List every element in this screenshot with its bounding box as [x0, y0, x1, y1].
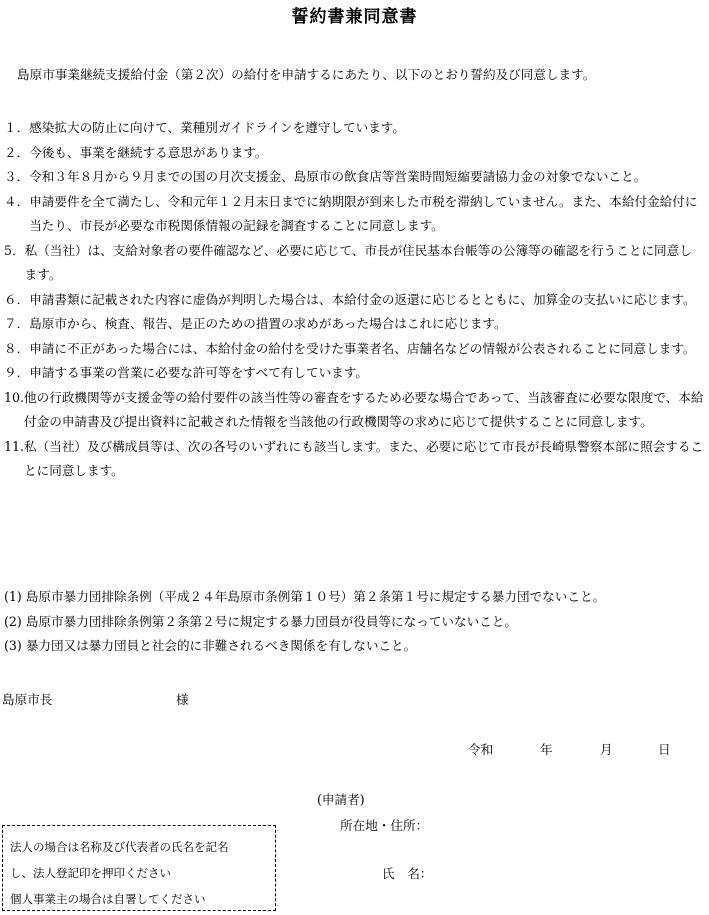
pledge-number: 11.	[4, 438, 25, 454]
applicant-label: (申請者)	[317, 792, 365, 807]
pledge-number: ９．	[4, 365, 30, 380]
pledge-item	[4, 312, 704, 337]
sub-condition-item: (2) 島原市暴力団排除条例第２条第２号に規定する暴力団員が役員等になっていないこと。	[4, 613, 517, 629]
date-year: 年	[540, 742, 553, 757]
addressee-mayor: 島原市長	[2, 692, 53, 707]
pledge-number: ８．	[4, 340, 30, 356]
address-label: 所在地・住所：	[340, 818, 429, 833]
pledge-text: 申請書類に記載された内容に虚偽が判明した場合は、本給付金の返還に応じるとともに、加算金の支払いに応じます。	[29, 291, 696, 307]
pledge-item	[4, 386, 704, 435]
pledge-text: 島原市から、検査、報告、是正のための措置の求めがあった場合はこれに応じます。	[29, 316, 507, 331]
pledge-text: 申請する事業の営業に必要な許可等をすべて有しています。	[29, 365, 368, 380]
pledge-text: 感染拡大の防止に向けて、業種別ガイドラインを遵守しています。	[29, 120, 405, 135]
date-day: 日	[658, 742, 671, 757]
pledge-item	[4, 337, 704, 362]
pledge-item	[4, 435, 704, 484]
pledge-number: ６．	[4, 291, 30, 307]
pledge-item	[4, 190, 704, 239]
pledge-number: 10.	[4, 389, 25, 405]
pledge-text: 私（当社）は、支給対象者の要件確認など、必要に応じて、市長が住民基本台帳等の公簿等の確認を行うことに同意します。	[24, 242, 692, 282]
note-line: し、法人登記印を押印ください	[10, 866, 171, 880]
pledge-number: ２．	[4, 144, 30, 160]
pledge-item	[4, 288, 704, 313]
pledge-item	[4, 116, 704, 141]
date-line	[468, 739, 671, 758]
note-line: 個人事業主の場合は自署してください	[10, 892, 206, 906]
pledge-text: 私（当社）及び構成員等は、次の各号のいずれにも該当します。また、必要に応じて市長が長崎県警察本部に照会することに同意します。	[24, 438, 704, 478]
pledge-item	[4, 165, 704, 190]
sub-condition-item: (3) 暴力団又は暴力団員と社会的に非難されるべき関係を有しないこと。	[4, 638, 417, 653]
pledge-number: ３．	[4, 169, 30, 184]
pledge-text: 令和３年８月から９月までの国の月次支援金、島原市の飲食店等営業時間短縮要請協力金の対象でないこと。	[29, 169, 647, 184]
sub-condition-list	[4, 585, 704, 659]
pledge-number: 5．	[4, 242, 25, 258]
pledge-number: ７．	[4, 316, 30, 331]
sub-condition-item: (1) 島原市暴力団排除条例（平成２４年島原市条例第１０号）第２条第１号に規定する暴力団でないこと。	[4, 589, 606, 604]
intro-paragraph: 島原市事業継続支援給付金（第２次）の給付を申請するにあたり、以下のとおり誓約及び同意します。	[17, 67, 596, 82]
pledge-item	[4, 141, 704, 166]
pledge-text: 申請要件を全て満たし、令和元年１２月末日までに納期限が到来した市税を滞納していません。また、本給付金給付に当たり、市長が必要な市税関係情報の記録を調査することに同意します。	[29, 193, 698, 233]
addressee-honorific: 様	[176, 692, 189, 707]
pledge-text: 他の行政機関等が支援金等の給付要件の該当性等の審査をするため必要な場合であって、当該審査に必要な限度で、本給付金の申請書及び提出資料に記載された情報を当該他の行政機関等の求めに応じて提供することに同意します。	[24, 389, 704, 429]
pledge-number: １．	[4, 120, 30, 135]
pledge-number: ４．	[4, 193, 30, 209]
date-era: 令和	[468, 742, 494, 757]
name-label: 氏 名：	[382, 866, 433, 881]
pledge-list	[4, 116, 704, 484]
pledge-text: 申請に不正があった場合には、本給付金の給付を受けた事業者名、店舗名などの情報が公表されることに同意します。	[29, 340, 696, 356]
date-month: 月	[600, 742, 613, 757]
pledge-item	[4, 239, 704, 288]
signature-note-box	[2, 825, 276, 911]
document-title: 誓約書兼同意書	[291, 7, 418, 27]
note-line: 法人の場合は名称及び代表者の氏名を記名	[10, 840, 229, 854]
pledge-text: 今後も、事業を継続する意思があります。	[29, 144, 268, 160]
pledge-item	[4, 361, 704, 386]
